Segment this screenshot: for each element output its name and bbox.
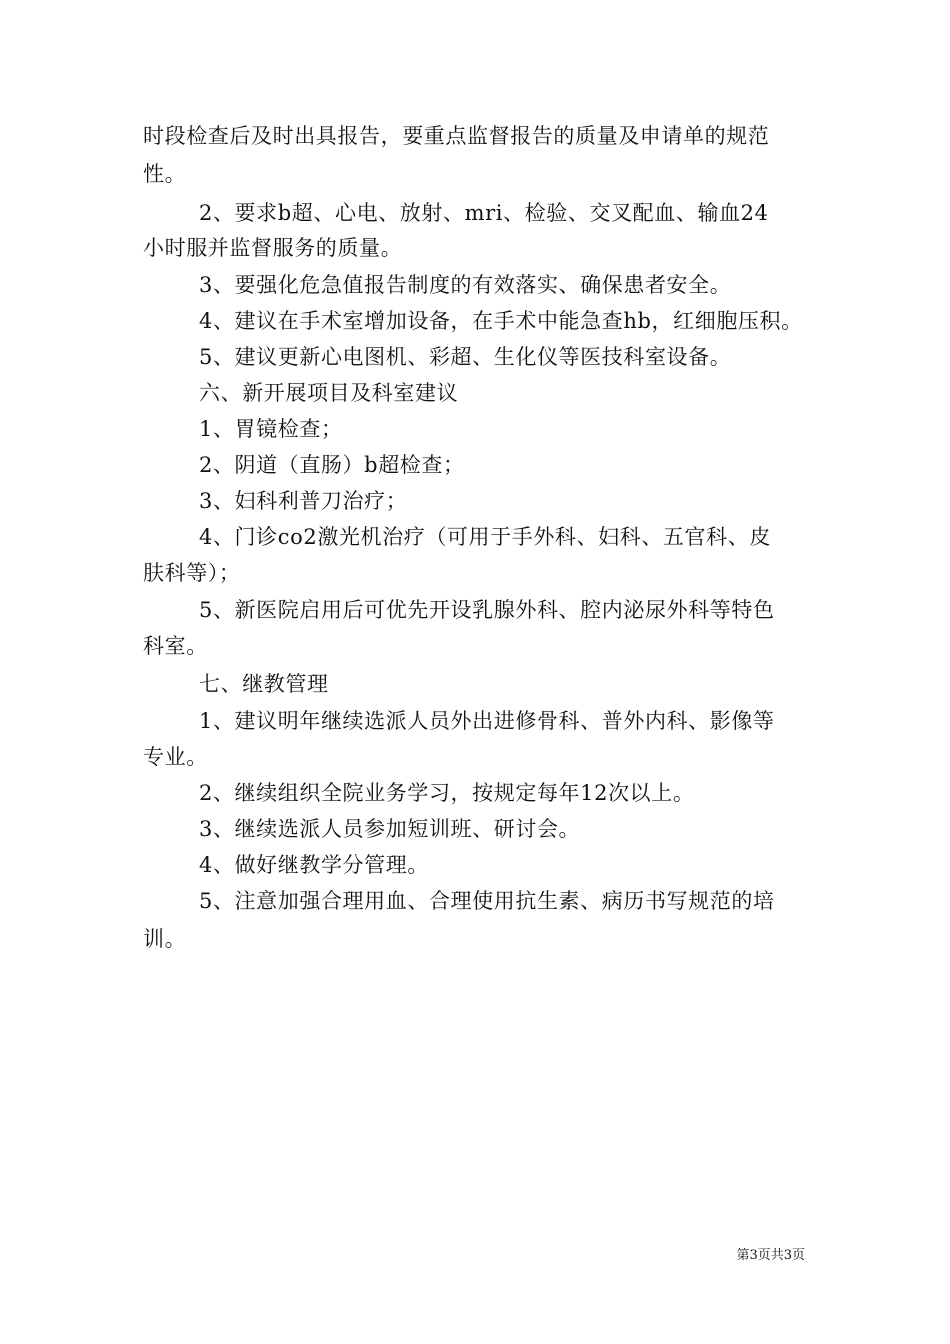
text-line: 1、胃镜检查； <box>199 417 343 441</box>
text-line: 专业。 <box>143 745 208 769</box>
section-heading: 六、新开展项目及科室建议 <box>199 381 459 405</box>
text-line: 5、注意加强合理用血、合理使用抗生素、病历书写规范的培 <box>199 889 775 913</box>
text-line: 4、做好继教学分管理。 <box>199 853 429 877</box>
text-line: 5、新医院启用后可优先开设乳腺外科、腔内泌尿外科等特色 <box>199 598 775 622</box>
text-line: 3、妇科利普刀治疗； <box>199 489 408 513</box>
text-line: 5、建议更新心电图机、彩超、生化仪等医技科室设备。 <box>199 345 732 369</box>
text-line: 时段检查后及时出具报告，要重点监督报告的质量及申请单的规范 <box>143 124 770 148</box>
text-line: 训。 <box>143 927 187 951</box>
text-line: 小时服并监督服务的质量。 <box>143 236 403 260</box>
text-line: 科室。 <box>143 634 208 658</box>
text-line: 性。 <box>143 162 187 186</box>
text-line: 肤科等）； <box>143 561 241 585</box>
text-line: 2、要求b超、心电、放射、mri、检验、交叉配血、输血24 <box>199 201 769 225</box>
text-line: 3、继续选派人员参加短训班、研讨会。 <box>199 817 581 841</box>
text-line: 1、建议明年继续选派人员外出进修骨科、普外内科、影像等 <box>199 709 775 733</box>
text-line: 4、门诊co2激光机治疗（可用于手外科、妇科、五官科、皮 <box>199 525 771 549</box>
text-line: 2、阴道（直肠）b超检查； <box>199 453 465 477</box>
section-heading: 七、继教管理 <box>199 672 329 696</box>
text-line: 3、要强化危急值报告制度的有效落实、确保患者安全。 <box>199 273 732 297</box>
page-number: 第3页共3页 <box>736 1248 805 1263</box>
text-line: 2、继续组织全院业务学习，按规定每年12次以上。 <box>199 781 695 805</box>
text-line: 4、建议在手术室增加设备，在手术中能急查hb，红细胞压积。 <box>199 309 803 333</box>
